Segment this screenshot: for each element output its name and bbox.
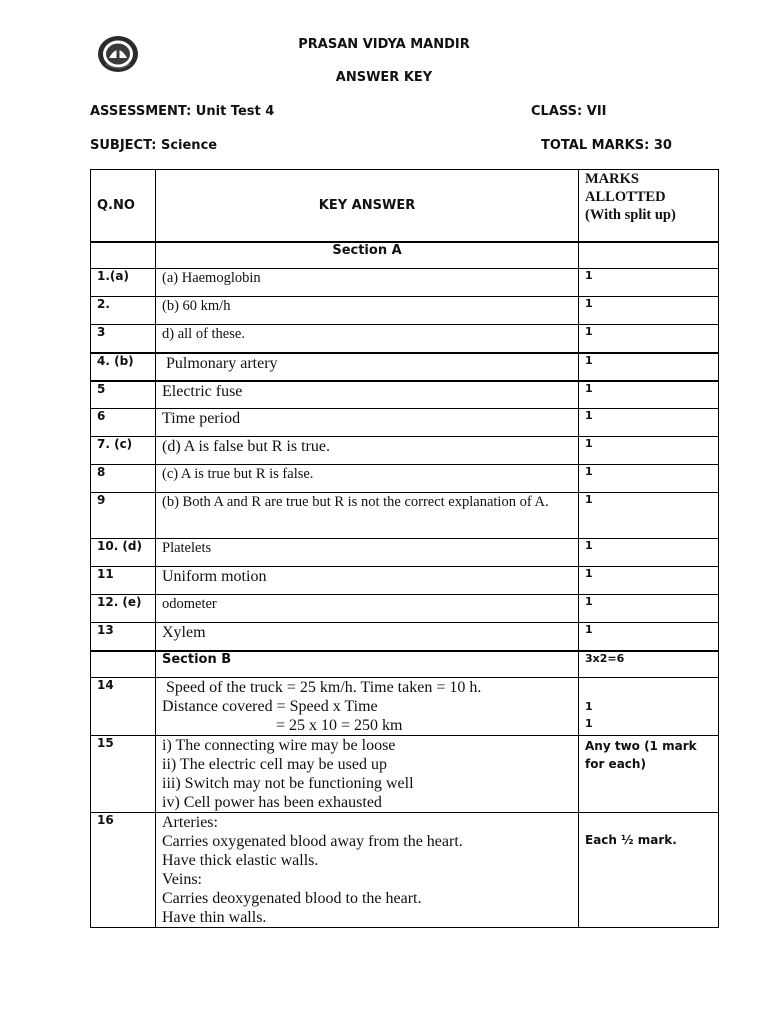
answer-cell: (a) Haemoglobin — [156, 269, 579, 297]
assessment-label: ASSESSMENT: Unit Test 4 — [90, 104, 275, 119]
marks-line: 1 — [585, 717, 593, 730]
row-marks: 1 — [579, 493, 719, 539]
row-qno: 12. (e) — [91, 595, 156, 623]
answer-cell: odometer — [156, 595, 579, 623]
row-marks: 1 — [579, 437, 719, 465]
row-marks: 1 — [579, 325, 719, 353]
answer-line: Speed of the truck = 25 km/h. Time taken = 10 h. — [166, 679, 482, 696]
row-marks: 1 — [579, 297, 719, 325]
answer-line: Veins: — [162, 871, 202, 888]
row-marks: 1 — [579, 595, 719, 623]
answer-cell: (c) A is true but R is false. — [156, 465, 579, 493]
answer-line: Arteries: — [162, 814, 218, 831]
answer-cell: Platelets — [156, 539, 579, 567]
marks-header-line: (With split up) — [585, 207, 676, 223]
answer-line: Distance covered = Speed x Time — [162, 698, 378, 715]
row-qno: 15 — [91, 736, 156, 813]
answer-line: iii) Switch may not be functioning well — [162, 775, 414, 792]
row-qno: 10. (d) — [91, 539, 156, 567]
answer-cell — [156, 736, 579, 813]
marks-header-line: ALLOTTED — [585, 189, 666, 205]
answer-cell: d) all of these. — [156, 325, 579, 353]
answer-cell: Uniform motion — [156, 567, 579, 595]
row-qno: 7. (c) — [91, 437, 156, 465]
section-a-qno-cell — [91, 242, 156, 269]
marks-header — [579, 170, 719, 242]
answer-line: Have thin walls. — [162, 909, 267, 926]
row-marks: Each ½ mark. — [579, 813, 719, 928]
section-a-rows — [91, 269, 719, 651]
section-b-qno-cell — [91, 651, 156, 678]
answer-cell — [156, 678, 579, 736]
row-marks: 1 — [579, 269, 719, 297]
row-qno: 16 — [91, 813, 156, 928]
row-qno: 3 — [91, 325, 156, 353]
section-a-title: Section A — [156, 242, 579, 269]
row-qno: 9 — [91, 493, 156, 539]
answer-line: Carries deoxygenated blood to the heart. — [162, 890, 422, 907]
row-qno: 8 — [91, 465, 156, 493]
section-a-marks-cell — [579, 242, 719, 269]
row-qno: 13 — [91, 623, 156, 651]
row-qno: 11 — [91, 567, 156, 595]
class-label: CLASS: VII — [531, 104, 607, 119]
document-title: ANSWER KEY — [335, 70, 433, 85]
subject-label: SUBJECT: Science — [90, 138, 218, 153]
qno-header: Q.NO — [91, 170, 156, 242]
answer-cell: Electric fuse — [156, 381, 579, 409]
answer-cell: Xylem — [156, 623, 579, 651]
row-marks: 1 — [579, 539, 719, 567]
row-qno: 4. (b) — [91, 353, 156, 381]
answer-cell: Pulmonary artery — [156, 353, 579, 381]
row-marks: 1 — [579, 465, 719, 493]
answer-line: Have thick elastic walls. — [162, 852, 319, 869]
row-marks — [579, 678, 719, 736]
answer-line: = 25 x 10 = 250 km — [276, 717, 403, 734]
total-marks-label: TOTAL MARKS: 30 — [541, 138, 672, 153]
row-qno: 14 — [91, 678, 156, 736]
row-qno: 6 — [91, 409, 156, 437]
answer-key-table — [90, 169, 719, 928]
row-qno: 5 — [91, 381, 156, 409]
row-marks: 1 — [579, 353, 719, 381]
marks-header-line: MARKS — [585, 171, 639, 187]
answer-cell: (b) 60 km/h — [156, 297, 579, 325]
row-qno: 2. — [91, 297, 156, 325]
key-answer-header: KEY ANSWER — [156, 170, 579, 242]
row-marks: Any two (1 mark for each) — [579, 736, 719, 813]
answer-cell: Time period — [156, 409, 579, 437]
section-b-marks: 3x2=6 — [579, 651, 719, 678]
school-name: PRASAN VIDYA MANDIR — [298, 37, 470, 52]
row-marks: 1 — [579, 409, 719, 437]
answer-line: ii) The electric cell may be used up — [162, 756, 387, 773]
row-marks: 1 — [579, 381, 719, 409]
answer-cell: (d) A is false but R is true. — [156, 437, 579, 465]
answer-cell: (b) Both A and R are true but R is not the correct explanation of A. — [156, 493, 579, 539]
answer-line: i) The connecting wire may be loose — [162, 737, 396, 754]
row-qno: 1.(a) — [91, 269, 156, 297]
answer-line: Carries oxygenated blood away from the heart. — [162, 833, 463, 850]
marks-line: 1 — [585, 700, 593, 713]
section-b-title: Section B — [156, 651, 579, 678]
answer-cell — [156, 813, 579, 928]
row-marks: 1 — [579, 623, 719, 651]
row-marks: 1 — [579, 567, 719, 595]
answer-line: iv) Cell power has been exhausted — [162, 794, 382, 811]
